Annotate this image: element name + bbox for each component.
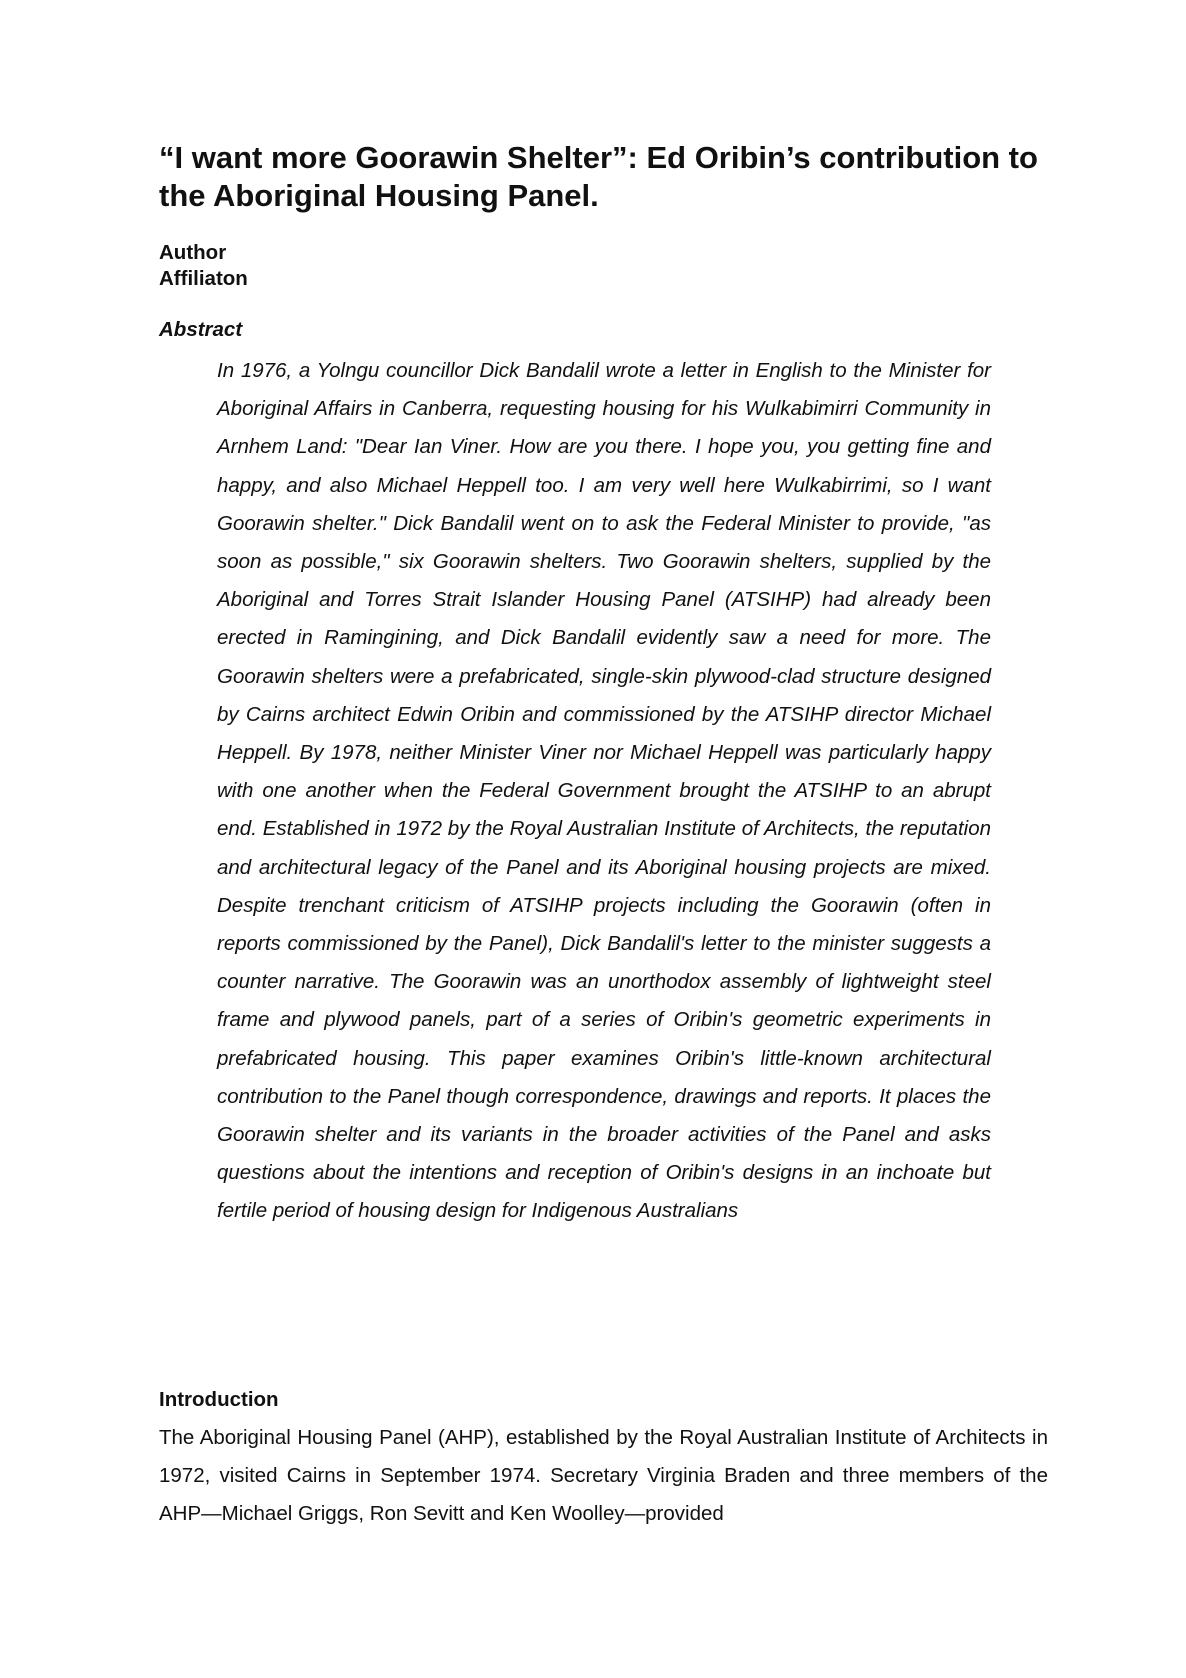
paper-title: “I want more Goorawin Shelter”: Ed Oribin’s contribution to the Aboriginal Housing Panel. bbox=[159, 140, 1038, 213]
abstract-heading: Abstract bbox=[159, 318, 243, 341]
author-block bbox=[159, 240, 248, 292]
author-affiliation: Affiliaton bbox=[159, 267, 248, 290]
introduction-heading: Introduction bbox=[159, 1388, 279, 1411]
abstract-paragraph: In 1976, a Yolngu councillor Dick Bandalil wrote a letter in English to the Minister for Aboriginal Affairs in Canberra, requesting housing for his Wulkabimirri Community in Arnhem Land: "Dear Ian Viner. How are you there. I hope you, you getting fine and happy, and also Michael Heppell too. I am very well here Wulkabirrimi, so I want Goorawin shelter." Dick Bandalil went on to ask the Federal Minister to provide, "as soon as possible," six Goorawin shelters. Two Goorawin shelters, supplied by the Aboriginal and Torres Strait Islander Housing Panel (ATSIHP) had already been erected in Ramingining, and Dick Bandalil evidently saw a need for more. The Goorawin shelters were a prefabricated, single-skin plywood-clad structure designed by Cairns architect Edwin Oribin and commissioned by the ATSIHP director Michael Heppell. By 1978, neither Minister Viner nor Michael Heppell was particularly happy with one another when the Federal Government brought the ATSIHP to an abrupt end. Established in 1972 by the Royal Australian Institute of Architects, the reputation and architectural legacy of the Panel and its Aboriginal housing projects are mixed. Despite trenchant criticism of ATSIHP projects including the Goorawin (often in reports commissioned by the Panel), Dick Bandalil's letter to the minister suggests a counter narrative. The Goorawin was an unorthodox assembly of lightweight steel frame and plywood panels, part of a series of Oribin's geometric experiments in prefabricated housing. This paper examines Oribin's little-known architectural contribution to the Panel though correspondence, drawings and reports. It places the Goorawin shelter and its variants in the broader activities of the Panel and asks questions about the intentions and reception of Oribin's designs in an inchoate but fertile period of housing design for Indigenous Australians bbox=[217, 359, 991, 1223]
introduction-paragraph: The Aboriginal Housing Panel (AHP), established by the Royal Australian Institute of Architects in 1972, visited Cairns in September 1974. Secretary Virginia Braden and three members of the AHP—Michael Griggs, Ron Sevitt and Ken Woolley—provided bbox=[159, 1426, 1048, 1526]
author-name: Author bbox=[159, 241, 227, 264]
